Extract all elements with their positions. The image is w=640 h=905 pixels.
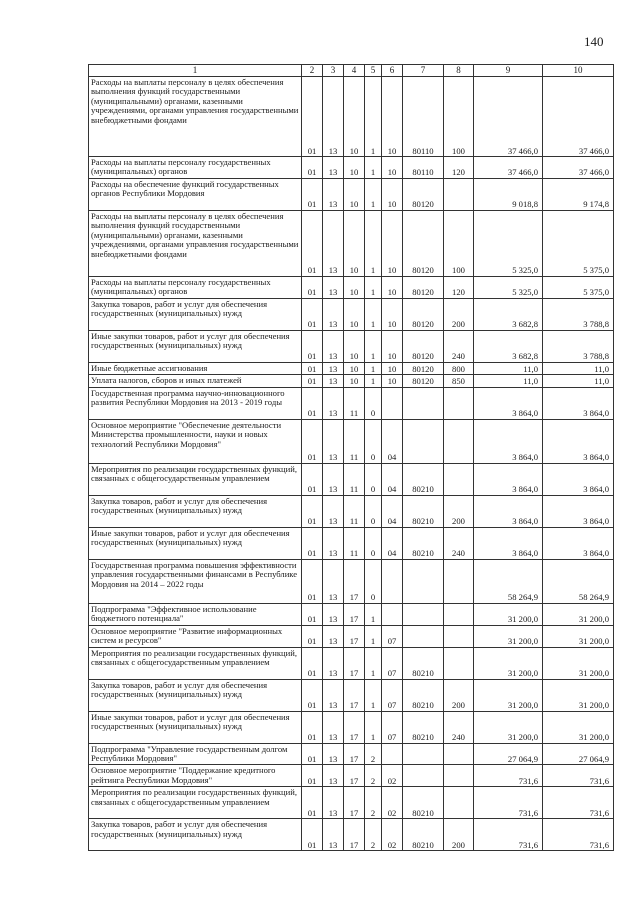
- column-header: 5: [365, 65, 382, 77]
- amount-year2-cell: 3 864,0: [543, 527, 614, 559]
- expense-type-cell: 200: [444, 819, 474, 851]
- activity-code-cell: 02: [382, 765, 403, 787]
- activity-code-cell: [382, 387, 403, 419]
- expense-type-cell: 240: [444, 527, 474, 559]
- subprogram-code-cell: 1: [365, 210, 382, 276]
- section-code-cell: 01: [302, 463, 323, 495]
- program-code-cell: 17: [344, 603, 365, 625]
- row-name-cell: Расходы на выплаты персоналу в целях обеспечения выполнения функций государственными (муниципальными) органами, казенными учреждениями, органами управления государственными внебюджетными фондами: [89, 210, 302, 276]
- subsection-code-cell: 13: [323, 362, 344, 374]
- expense-type-cell: 120: [444, 157, 474, 179]
- activity-code-cell: [382, 743, 403, 765]
- amount-year2-cell: 37 466,0: [543, 77, 614, 157]
- activity-code-cell: 10: [382, 210, 403, 276]
- expense-type-cell: [444, 559, 474, 603]
- subsection-code-cell: 13: [323, 210, 344, 276]
- direction-code-cell: 80210: [403, 711, 444, 743]
- subprogram-code-cell: 1: [365, 178, 382, 210]
- section-code-cell: 01: [302, 298, 323, 330]
- row-name-cell: Подпрограмма "Эффективное использование бюджетного потенциала": [89, 603, 302, 625]
- amount-year1-cell: 31 200,0: [474, 603, 543, 625]
- direction-code-cell: [403, 743, 444, 765]
- section-code-cell: 01: [302, 77, 323, 157]
- program-code-cell: 17: [344, 711, 365, 743]
- amount-year2-cell: 37 466,0: [543, 157, 614, 179]
- column-header: 4: [344, 65, 365, 77]
- table-row: [89, 495, 614, 527]
- subprogram-code-cell: 1: [365, 157, 382, 179]
- amount-year2-cell: 731,6: [543, 765, 614, 787]
- amount-year1-cell: 11,0: [474, 362, 543, 374]
- program-code-cell: 10: [344, 298, 365, 330]
- row-name-cell: Расходы на обеспечение функций государственных органов Республики Мордовия: [89, 178, 302, 210]
- activity-code-cell: 10: [382, 77, 403, 157]
- row-name-cell: Расходы на выплаты персоналу государственных (муниципальных) органов: [89, 157, 302, 179]
- row-name-cell: Мероприятия по реализации государственных функций, связанных с общегосударственным управлением: [89, 647, 302, 679]
- amount-year2-cell: 5 375,0: [543, 276, 614, 298]
- amount-year1-cell: 31 200,0: [474, 647, 543, 679]
- amount-year2-cell: 5 375,0: [543, 210, 614, 276]
- subprogram-code-cell: 1: [365, 276, 382, 298]
- section-code-cell: 01: [302, 330, 323, 362]
- amount-year1-cell: 31 200,0: [474, 711, 543, 743]
- column-header: 1: [89, 65, 302, 77]
- table-row: [89, 603, 614, 625]
- program-code-cell: 10: [344, 77, 365, 157]
- table-row: [89, 210, 614, 276]
- section-code-cell: 01: [302, 527, 323, 559]
- page-number: 140: [584, 34, 604, 49]
- budget-table: [88, 64, 614, 851]
- section-code-cell: 01: [302, 711, 323, 743]
- column-header: 10: [543, 65, 614, 77]
- amount-year2-cell: 31 200,0: [543, 625, 614, 647]
- expense-type-cell: [444, 419, 474, 463]
- direction-code-cell: 80210: [403, 463, 444, 495]
- amount-year1-cell: 37 466,0: [474, 77, 543, 157]
- section-code-cell: 01: [302, 625, 323, 647]
- activity-code-cell: 10: [382, 178, 403, 210]
- row-name-cell: Иные закупки товаров, работ и услуг для обеспечения государственных (муниципальных) нужд: [89, 527, 302, 559]
- direction-code-cell: 80110: [403, 157, 444, 179]
- expense-type-cell: [444, 787, 474, 819]
- direction-code-cell: 80120: [403, 298, 444, 330]
- column-header: 8: [444, 65, 474, 77]
- expense-type-cell: [444, 765, 474, 787]
- amount-year2-cell: 31 200,0: [543, 603, 614, 625]
- section-code-cell: 01: [302, 210, 323, 276]
- program-code-cell: 11: [344, 527, 365, 559]
- amount-year2-cell: 31 200,0: [543, 711, 614, 743]
- expense-type-cell: 100: [444, 77, 474, 157]
- amount-year1-cell: 731,6: [474, 819, 543, 851]
- amount-year2-cell: 3 864,0: [543, 419, 614, 463]
- row-name-cell: Основное мероприятие "Развитие информационных систем и ресурсов": [89, 625, 302, 647]
- expense-type-cell: 240: [444, 711, 474, 743]
- expense-type-cell: 100: [444, 210, 474, 276]
- table-row: [89, 298, 614, 330]
- table-row: [89, 178, 614, 210]
- direction-code-cell: 80210: [403, 819, 444, 851]
- amount-year2-cell: 11,0: [543, 375, 614, 387]
- direction-code-cell: 80120: [403, 375, 444, 387]
- amount-year2-cell: 11,0: [543, 362, 614, 374]
- subprogram-code-cell: 1: [365, 362, 382, 374]
- table-row: [89, 362, 614, 374]
- amount-year1-cell: 3 864,0: [474, 527, 543, 559]
- table-row: [89, 679, 614, 711]
- subsection-code-cell: 13: [323, 330, 344, 362]
- activity-code-cell: 10: [382, 375, 403, 387]
- subprogram-code-cell: 2: [365, 819, 382, 851]
- amount-year2-cell: 3 788,8: [543, 298, 614, 330]
- column-header: 7: [403, 65, 444, 77]
- expense-type-cell: [444, 625, 474, 647]
- row-name-cell: Мероприятия по реализации государственных функций, связанных с общегосударственным управлением: [89, 787, 302, 819]
- subprogram-code-cell: 1: [365, 77, 382, 157]
- amount-year1-cell: 3 864,0: [474, 387, 543, 419]
- column-header: 2: [302, 65, 323, 77]
- row-name-cell: Иные закупки товаров, работ и услуг для обеспечения государственных (муниципальных) нужд: [89, 330, 302, 362]
- program-code-cell: 17: [344, 625, 365, 647]
- amount-year2-cell: 58 264,9: [543, 559, 614, 603]
- direction-code-cell: 80210: [403, 679, 444, 711]
- amount-year1-cell: 58 264,9: [474, 559, 543, 603]
- section-code-cell: 01: [302, 603, 323, 625]
- direction-code-cell: [403, 419, 444, 463]
- program-code-cell: 17: [344, 647, 365, 679]
- amount-year2-cell: 3 788,8: [543, 330, 614, 362]
- row-name-cell: Иные бюджетные ассигнования: [89, 362, 302, 374]
- table-row: [89, 157, 614, 179]
- section-code-cell: 01: [302, 819, 323, 851]
- subprogram-code-cell: 1: [365, 711, 382, 743]
- amount-year2-cell: 731,6: [543, 787, 614, 819]
- section-code-cell: 01: [302, 559, 323, 603]
- table-header-row: [89, 65, 614, 77]
- row-name-cell: Закупка товаров, работ и услуг для обеспечения государственных (муниципальных) нужд: [89, 298, 302, 330]
- subsection-code-cell: 13: [323, 765, 344, 787]
- activity-code-cell: 07: [382, 679, 403, 711]
- subsection-code-cell: 13: [323, 527, 344, 559]
- direction-code-cell: 80120: [403, 362, 444, 374]
- program-code-cell: 11: [344, 495, 365, 527]
- amount-year2-cell: 31 200,0: [543, 679, 614, 711]
- expense-type-cell: [444, 603, 474, 625]
- program-code-cell: 17: [344, 787, 365, 819]
- program-code-cell: 17: [344, 743, 365, 765]
- subsection-code-cell: 13: [323, 819, 344, 851]
- amount-year1-cell: 3 864,0: [474, 463, 543, 495]
- subprogram-code-cell: 0: [365, 419, 382, 463]
- subprogram-code-cell: 2: [365, 787, 382, 819]
- section-code-cell: 01: [302, 679, 323, 711]
- subsection-code-cell: 13: [323, 463, 344, 495]
- subprogram-code-cell: 1: [365, 298, 382, 330]
- row-name-cell: Государственная программа повышения эффективности управления государственными финансами в Республике Мордовия на 2014 – 2022 годы: [89, 559, 302, 603]
- subprogram-code-cell: 0: [365, 559, 382, 603]
- program-code-cell: 10: [344, 330, 365, 362]
- section-code-cell: 01: [302, 495, 323, 527]
- table-row: [89, 419, 614, 463]
- program-code-cell: 10: [344, 276, 365, 298]
- subsection-code-cell: 13: [323, 787, 344, 819]
- activity-code-cell: 04: [382, 495, 403, 527]
- row-name-cell: Закупка товаров, работ и услуг для обеспечения государственных (муниципальных) нужд: [89, 679, 302, 711]
- section-code-cell: 01: [302, 787, 323, 819]
- table-row: [89, 330, 614, 362]
- amount-year2-cell: 27 064,9: [543, 743, 614, 765]
- amount-year1-cell: 27 064,9: [474, 743, 543, 765]
- section-code-cell: 01: [302, 765, 323, 787]
- table-row: [89, 375, 614, 387]
- subsection-code-cell: 13: [323, 178, 344, 210]
- row-name-cell: Иные закупки товаров, работ и услуг для обеспечения государственных (муниципальных) нужд: [89, 711, 302, 743]
- section-code-cell: 01: [302, 276, 323, 298]
- amount-year2-cell: 31 200,0: [543, 647, 614, 679]
- expense-type-cell: [444, 743, 474, 765]
- subsection-code-cell: 13: [323, 419, 344, 463]
- activity-code-cell: 07: [382, 711, 403, 743]
- expense-type-cell: 200: [444, 679, 474, 711]
- direction-code-cell: 80120: [403, 178, 444, 210]
- table-row: [89, 743, 614, 765]
- subsection-code-cell: 13: [323, 743, 344, 765]
- direction-code-cell: 80210: [403, 527, 444, 559]
- amount-year2-cell: 3 864,0: [543, 387, 614, 419]
- program-code-cell: 10: [344, 375, 365, 387]
- direction-code-cell: 80210: [403, 647, 444, 679]
- subprogram-code-cell: 0: [365, 387, 382, 419]
- subprogram-code-cell: 1: [365, 679, 382, 711]
- activity-code-cell: 10: [382, 298, 403, 330]
- row-name-cell: Основное мероприятие "Обеспечение деятельности Министерства промышленности, науки и новых технологий Республики Мордовия": [89, 419, 302, 463]
- section-code-cell: 01: [302, 743, 323, 765]
- table-row: [89, 77, 614, 157]
- direction-code-cell: [403, 387, 444, 419]
- subprogram-code-cell: 0: [365, 463, 382, 495]
- expense-type-cell: 200: [444, 298, 474, 330]
- subsection-code-cell: 13: [323, 77, 344, 157]
- program-code-cell: 17: [344, 819, 365, 851]
- table-row: [89, 647, 614, 679]
- row-name-cell: Мероприятия по реализации государственных функций, связанных с общегосударственным управлением: [89, 463, 302, 495]
- row-name-cell: Расходы на выплаты персоналу в целях обеспечения выполнения функций государственными (муниципальными) органами, казенными учреждениями, органами управления государственными внебюджетными фондами: [89, 77, 302, 157]
- activity-code-cell: 10: [382, 330, 403, 362]
- table-row: [89, 787, 614, 819]
- activity-code-cell: 02: [382, 819, 403, 851]
- subsection-code-cell: 13: [323, 375, 344, 387]
- section-code-cell: 01: [302, 387, 323, 419]
- amount-year1-cell: 9 018,8: [474, 178, 543, 210]
- expense-type-cell: 800: [444, 362, 474, 374]
- activity-code-cell: 07: [382, 647, 403, 679]
- subsection-code-cell: 13: [323, 276, 344, 298]
- table-row: [89, 527, 614, 559]
- expense-type-cell: 120: [444, 276, 474, 298]
- direction-code-cell: 80120: [403, 276, 444, 298]
- section-code-cell: 01: [302, 419, 323, 463]
- section-code-cell: 01: [302, 375, 323, 387]
- row-name-cell: Уплата налогов, сборов и иных платежей: [89, 375, 302, 387]
- subsection-code-cell: 13: [323, 298, 344, 330]
- row-name-cell: Основное мероприятие "Поддержание кредитного рейтинга Республики Мордовия": [89, 765, 302, 787]
- amount-year1-cell: 31 200,0: [474, 679, 543, 711]
- table-row: [89, 276, 614, 298]
- amount-year1-cell: 31 200,0: [474, 625, 543, 647]
- section-code-cell: 01: [302, 157, 323, 179]
- column-header: 3: [323, 65, 344, 77]
- activity-code-cell: 10: [382, 362, 403, 374]
- table-row: [89, 463, 614, 495]
- amount-year1-cell: 3 682,8: [474, 330, 543, 362]
- subsection-code-cell: 13: [323, 679, 344, 711]
- direction-code-cell: 80110: [403, 77, 444, 157]
- section-code-cell: 01: [302, 178, 323, 210]
- expense-type-cell: [444, 387, 474, 419]
- direction-code-cell: [403, 765, 444, 787]
- activity-code-cell: 04: [382, 527, 403, 559]
- subsection-code-cell: 13: [323, 711, 344, 743]
- row-name-cell: Государственная программа научно-инновационного развития Республики Мордовия на 2013 - 2019 годы: [89, 387, 302, 419]
- activity-code-cell: 10: [382, 276, 403, 298]
- program-code-cell: 17: [344, 679, 365, 711]
- expense-type-cell: 240: [444, 330, 474, 362]
- subprogram-code-cell: 1: [365, 375, 382, 387]
- subprogram-code-cell: 1: [365, 625, 382, 647]
- subprogram-code-cell: 2: [365, 743, 382, 765]
- direction-code-cell: [403, 625, 444, 647]
- table-row: [89, 819, 614, 851]
- subsection-code-cell: 13: [323, 647, 344, 679]
- activity-code-cell: 10: [382, 157, 403, 179]
- amount-year1-cell: 5 325,0: [474, 210, 543, 276]
- subsection-code-cell: 13: [323, 559, 344, 603]
- amount-year2-cell: 3 864,0: [543, 463, 614, 495]
- amount-year1-cell: 3 864,0: [474, 495, 543, 527]
- row-name-cell: Закупка товаров, работ и услуг для обеспечения государственных (муниципальных) нужд: [89, 819, 302, 851]
- subsection-code-cell: 13: [323, 157, 344, 179]
- expense-type-cell: 200: [444, 495, 474, 527]
- table-row: [89, 765, 614, 787]
- amount-year1-cell: 3 682,8: [474, 298, 543, 330]
- activity-code-cell: [382, 559, 403, 603]
- amount-year1-cell: 3 864,0: [474, 419, 543, 463]
- amount-year2-cell: 9 174,8: [543, 178, 614, 210]
- program-code-cell: 11: [344, 387, 365, 419]
- row-name-cell: Подпрограмма "Управление государственным долгом Республики Мордовия": [89, 743, 302, 765]
- activity-code-cell: 07: [382, 625, 403, 647]
- direction-code-cell: 80210: [403, 495, 444, 527]
- program-code-cell: 11: [344, 419, 365, 463]
- subsection-code-cell: 13: [323, 387, 344, 419]
- program-code-cell: 10: [344, 178, 365, 210]
- section-code-cell: 01: [302, 362, 323, 374]
- direction-code-cell: 80120: [403, 210, 444, 276]
- subprogram-code-cell: 0: [365, 495, 382, 527]
- program-code-cell: 17: [344, 559, 365, 603]
- subprogram-code-cell: 1: [365, 330, 382, 362]
- expense-type-cell: [444, 463, 474, 495]
- subsection-code-cell: 13: [323, 625, 344, 647]
- amount-year1-cell: 5 325,0: [474, 276, 543, 298]
- section-code-cell: 01: [302, 647, 323, 679]
- subprogram-code-cell: 1: [365, 647, 382, 679]
- program-code-cell: 10: [344, 157, 365, 179]
- activity-code-cell: 04: [382, 419, 403, 463]
- direction-code-cell: 80210: [403, 787, 444, 819]
- amount-year2-cell: 731,6: [543, 819, 614, 851]
- expense-type-cell: 850: [444, 375, 474, 387]
- column-header: 6: [382, 65, 403, 77]
- amount-year1-cell: 731,6: [474, 787, 543, 819]
- table-row: [89, 625, 614, 647]
- program-code-cell: 10: [344, 210, 365, 276]
- subprogram-code-cell: 0: [365, 527, 382, 559]
- expense-type-cell: [444, 178, 474, 210]
- activity-code-cell: 04: [382, 463, 403, 495]
- amount-year1-cell: 37 466,0: [474, 157, 543, 179]
- activity-code-cell: [382, 603, 403, 625]
- direction-code-cell: [403, 559, 444, 603]
- row-name-cell: Расходы на выплаты персоналу государственных (муниципальных) органов: [89, 276, 302, 298]
- subprogram-code-cell: 1: [365, 603, 382, 625]
- amount-year1-cell: 731,6: [474, 765, 543, 787]
- column-header: 9: [474, 65, 543, 77]
- amount-year1-cell: 11,0: [474, 375, 543, 387]
- activity-code-cell: 02: [382, 787, 403, 819]
- subsection-code-cell: 13: [323, 603, 344, 625]
- row-name-cell: Закупка товаров, работ и услуг для обеспечения государственных (муниципальных) нужд: [89, 495, 302, 527]
- table-row: [89, 711, 614, 743]
- program-code-cell: 11: [344, 463, 365, 495]
- subsection-code-cell: 13: [323, 495, 344, 527]
- direction-code-cell: [403, 603, 444, 625]
- amount-year2-cell: 3 864,0: [543, 495, 614, 527]
- table-row: [89, 559, 614, 603]
- subprogram-code-cell: 2: [365, 765, 382, 787]
- direction-code-cell: 80120: [403, 330, 444, 362]
- expense-type-cell: [444, 647, 474, 679]
- table-row: [89, 387, 614, 419]
- program-code-cell: 17: [344, 765, 365, 787]
- program-code-cell: 10: [344, 362, 365, 374]
